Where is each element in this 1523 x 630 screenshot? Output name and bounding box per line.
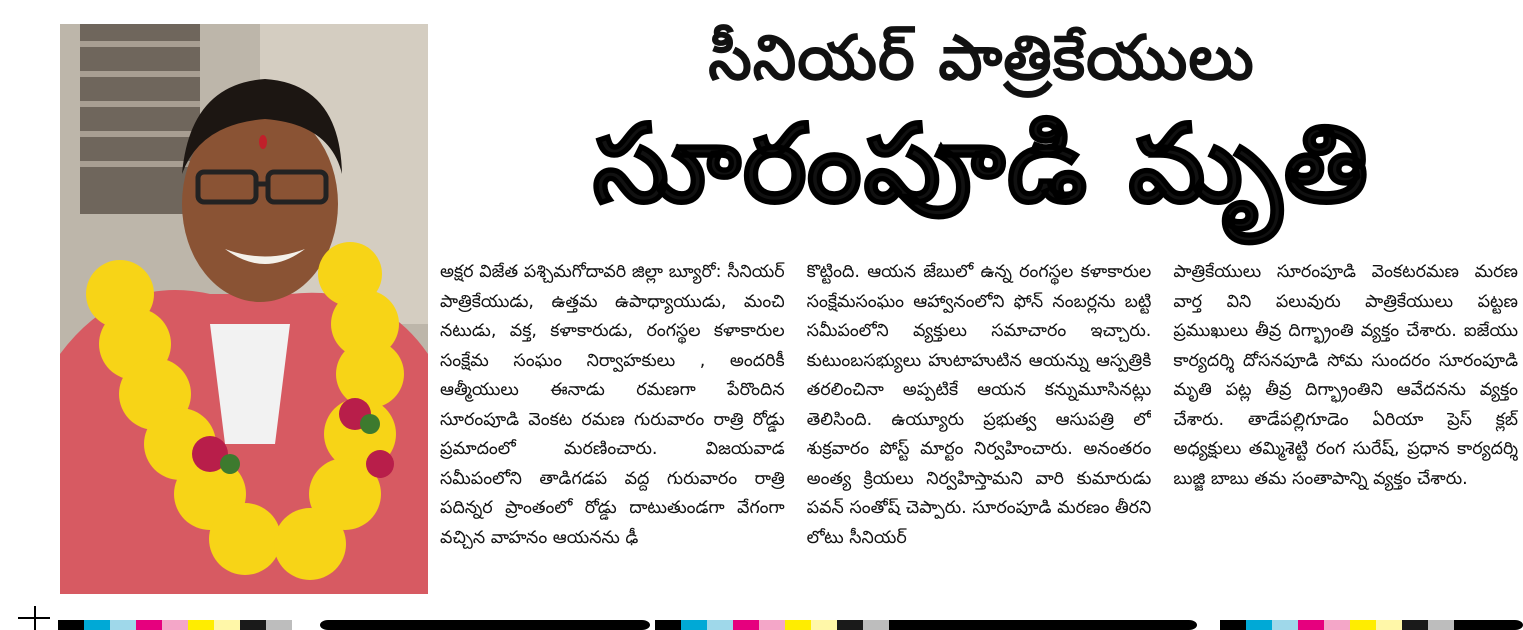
registration-swatch bbox=[214, 620, 240, 630]
registration-swatch bbox=[162, 620, 188, 630]
registration-swatch bbox=[1350, 620, 1376, 630]
registration-swatch bbox=[110, 620, 136, 630]
registration-swatch bbox=[1376, 620, 1402, 630]
registration-swatch bbox=[655, 620, 681, 630]
registration-swatch bbox=[58, 620, 84, 630]
portrait-photo bbox=[60, 24, 428, 594]
registration-swatch bbox=[837, 620, 863, 630]
color-registration-bar bbox=[0, 604, 1523, 630]
article-column-1: అక్షర విజేత పశ్చిమగోదావరి జిల్లా బ్యూరో: సీనియర్ పాత్రికేయుడు, ఉత్తమ ఉపాధ్యాయుడు, మంచి నటుడు, వక్త, కళాకారుడు, రంగస్థల కళాకారుల సంక్షేమ సంఘం నిర్వాహకులు , అందరికీ ఆత్మీయులు ఈనాడు రమణగా పేరొందిన సూరంపూడి వెంకట రమణ గురువారం రాత్రి రోడ్డు ప్రమాదంలో మరణించారు. విజయవాడ సమీపంలోని తాడిగడప వద్ద గురువారం రాత్రి పదిన్నర ప్రాంతంలో రోడ్డు దాటుతుండగా వేగంగా వచ్చిన వాహనం ఆయనను ఢీ bbox=[440, 262, 785, 548]
headline-title: సూరంపూడి మృతి bbox=[592, 102, 1371, 227]
registration-black-bar bbox=[852, 620, 1197, 630]
registration-swatch bbox=[136, 620, 162, 630]
registration-swatch bbox=[733, 620, 759, 630]
registration-swatch bbox=[1220, 620, 1246, 630]
registration-swatch bbox=[266, 620, 292, 630]
registration-swatch bbox=[707, 620, 733, 630]
article-body bbox=[440, 258, 1518, 578]
registration-swatch bbox=[759, 620, 785, 630]
registration-swatch bbox=[1246, 620, 1272, 630]
registration-swatch bbox=[1272, 620, 1298, 630]
headline-subtitle: సీనియర్ పాత్రికేయులు bbox=[708, 21, 1255, 94]
registration-swatch bbox=[84, 620, 110, 630]
registration-swatch bbox=[1298, 620, 1324, 630]
registration-swatch bbox=[681, 620, 707, 630]
registration-black-bar bbox=[320, 620, 650, 630]
registration-swatch bbox=[1402, 620, 1428, 630]
article-column-2: కొట్టింది. ఆయన జేబులో ఉన్న రంగస్థల కళాకారుల సంక్షేమసంఘం ఆహ్వానంలోని ఫోన్ నంబర్లను బట్టి సమీపంలోని వ్యక్తులు సమాచారం ఇచ్చారు. కుటుంబసభ్యులు హుటాహుటిన ఆయన్ను ఆస్పత్రికి తరలించినా అప్పటికే ఆయన కన్నుమూసినట్లు తెలిసింది. ఉయ్యూరు ప్రభుత్వ ఆసుపత్రి లో శుక్రవారం పోస్ట్ మార్టం నిర్వహించారు. అనంతరం అంత్య క్రియలు నిర్వహిస్తామని వారి కుమారుడు పవన్ సంతోష్ చెప్పారు. సూరంపూడి మరణం తీరని లోటు సీనియర్ bbox=[806, 262, 1152, 548]
registration-swatch bbox=[1324, 620, 1350, 630]
registration-swatch bbox=[240, 620, 266, 630]
registration-swatch bbox=[863, 620, 889, 630]
registration-swatch bbox=[785, 620, 811, 630]
article-column-3: పాత్రికేయులు సూరంపూడి వెంకటరమణ మరణ వార్త విని పలువురు పాత్రికేయులు పట్టణ ప్రముఖులు తీవ్ర దిగ్భ్రాంతి వ్యక్తం చేశారు. ఐజేయు కార్యదర్శి దోసనపూడి సోమ సుందరం సూరంపూడి మృతి పట్ల తీవ్ర దిగ్భ్రాంతిని ఆవేదనను వ్యక్తం చేశారు. తాడేపల్లిగూడెం ఏరియా ప్రెస్ క్లబ్ అధ్యక్షులు తమ్మిశెట్టి రంగ సురేష్, ప్రధాన కార్యదర్శి బుజ్జి బాబు తమ సంతాపాన్ని వ్యక్తం చేశారు. bbox=[1173, 262, 1519, 489]
registration-swatch bbox=[1428, 620, 1454, 630]
registration-swatch bbox=[188, 620, 214, 630]
registration-swatch bbox=[811, 620, 837, 630]
